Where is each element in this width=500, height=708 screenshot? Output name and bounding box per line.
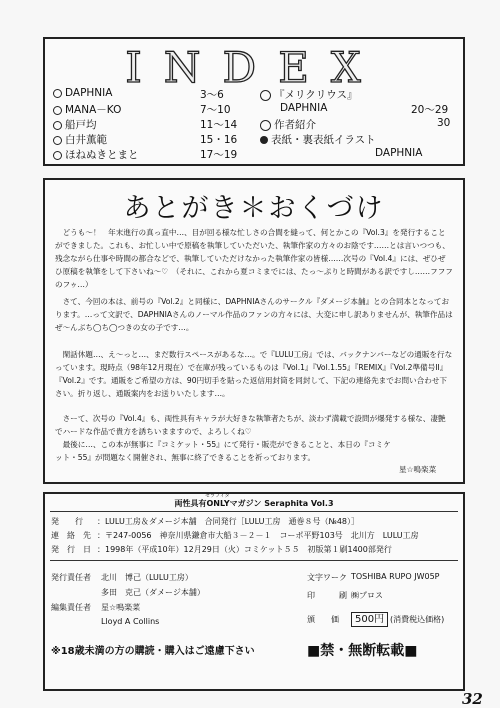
index-pages: 17～19 — [200, 149, 238, 161]
bullet-icon — [53, 151, 62, 160]
index-item: 表紙・裏表紙イラスト — [260, 132, 376, 147]
colophon-value: ：〒247-0056 神奈川県鎌倉市大船３－２－１ コーポ平野103号 北川方 LULU工房 — [97, 531, 419, 540]
page-number: 32 — [462, 690, 483, 708]
divider — [50, 560, 458, 561]
bullet-icon — [53, 89, 62, 98]
credit-value: ㈱プロス — [351, 591, 383, 600]
afterword-paragraph: 閑話休題…、え～っと…、まだ数行スペースがあるな…。で『LULU工房』では、バックナンバーなどの通販を行なっています。現時点（98年12月現在）で在庫が残っているものは『Vol.1』『Vol.1.55』『REMIX』『Vol.2準備号II』『Vol.2』です。通販をご希望の方は、90円切手を貼った返信用封筒を同封して、下記の連絡先までお問い合わせ下さい。折り返し、通販案内をお送りいたします…。 — [55, 350, 453, 398]
staff-value: 北川 博己（LULU工房） — [101, 573, 193, 582]
staff-key: 編集責任者 — [51, 603, 91, 612]
age-warning: ※18歳未満の方の購読・購入はご遠慮下さい — [51, 646, 255, 657]
colophon-value: ：LULU工房＆ダメージ本舗 合同発行［LULU工房 通巻８号（№48）］ — [97, 517, 359, 526]
afterword-title: あとがき＊おくづけ — [123, 193, 385, 224]
bullet-icon — [53, 106, 62, 115]
index-pages: 30 — [437, 117, 451, 129]
price-value: 500円 — [351, 610, 388, 625]
index-item: 作者紹介 — [260, 117, 316, 132]
index-item: 白井薫範 — [53, 132, 107, 147]
index-box — [43, 37, 465, 166]
afterword-box — [43, 178, 465, 484]
index-item: DAPHNIA — [375, 147, 423, 159]
price-label: 頒 価 — [307, 615, 339, 624]
index-title: INDEX — [125, 43, 383, 92]
afterword-paragraph: さて、今回の本は、前号の『Vol.2』と同様に、DAPHNIAさんのサークル『ダメージ本舗』との合同本となっております。…って文訳で、DAPHNIAさんのノーマル作品のファンの方々には、大変に申し訳ありませんが、執筆作品はぜ～んぶち◯ち◯つきの女の子です…。 — [55, 297, 453, 332]
index-pages: 15・16 — [200, 134, 238, 146]
afterword-paragraph: さーて、次号の『Vol.4』も、両性具有キャラが大好きな執筆者たちが、淡わず満載で設問が爆発する様な、凄艶でハードな作品で貴方を誘ちいまますので、よろしくね♡ — [55, 414, 446, 436]
divider — [50, 511, 458, 512]
filled-bullet-icon — [260, 136, 268, 144]
index-item: DAPHNIA — [53, 87, 112, 99]
afterword-paragraph: 最後に…、この本が無事に『コミケット・55』にて発行・販売ができることと、本日の『コミケット・55』が問題なく開催され、無事に終了できることを祈っております。 — [55, 440, 391, 462]
colophon-title: 両性具有ONLYマガジン Seraphita Vol.3 — [174, 499, 334, 508]
credit-value: TOSHIBA RUPO JW05P — [351, 572, 440, 581]
index-item: 『メリクリウス』 — [260, 87, 357, 102]
staff-value: 多田 克己（ダメージ本舗） — [101, 588, 205, 597]
staff-value: 星☆鳴楽菜 — [101, 603, 141, 612]
circle-icon — [260, 120, 271, 131]
colophon-key: 連 絡 先 — [51, 531, 91, 540]
index-pages: 11～14 — [200, 119, 238, 131]
circle-icon — [260, 90, 271, 101]
price-note: (消費税込価格) — [390, 615, 445, 624]
afterword-signature: 星☆鳴楽菜 — [399, 465, 437, 474]
index-item: ほねぬきとまと — [53, 147, 139, 162]
index-pages: 7～10 — [200, 104, 231, 116]
afterword-paragraph: どうも～！ 年末進行の真っ直中…、目が回る様な忙しさの合間を縫って、何とかこの『Vol.3』を発行することができました。これも、お忙しい中で原稿を執筆していただいた、執筆作家の方々のお陰です……とは言いつつも、残念ながら仕事や時間の都合などで、執筆していただけなかった執筆作家の皆様……次号の『Vol.4』には、ぜひぜひ原稿を執筆をして下さいね～♡ （それに、これから夏コミまでには、たっ～ぷりと時間がある訳ですし……フフフのフゥ…） — [55, 228, 453, 289]
index-pages: 3～6 — [200, 89, 224, 101]
colophon-key: 発 行 日 — [51, 545, 91, 554]
colophon-value: ：1998年（平成10年）12月29日（火）コミケット５５ 初版第１刷1400部発行 — [97, 545, 392, 554]
bullet-icon — [53, 121, 62, 130]
bullet-icon — [53, 136, 62, 145]
staff-value: Lloyd A Collins — [101, 617, 160, 626]
credit-key: 文字ワーク — [307, 573, 347, 582]
index-item: MANA－KO — [53, 102, 121, 117]
colophon-box — [43, 492, 465, 691]
title-ruby: セラフィタ — [205, 493, 230, 499]
index-pages: 20～29 — [411, 104, 449, 116]
staff-key: 発行責任者 — [51, 573, 91, 582]
index-item: 船戸均 — [53, 117, 97, 132]
index-item: DAPHNIA — [280, 102, 328, 114]
colophon-key: 発 行 — [51, 517, 83, 526]
credit-key: 印 刷 — [307, 591, 347, 600]
reprint-ban: ■禁・無断転載■ — [307, 643, 418, 659]
